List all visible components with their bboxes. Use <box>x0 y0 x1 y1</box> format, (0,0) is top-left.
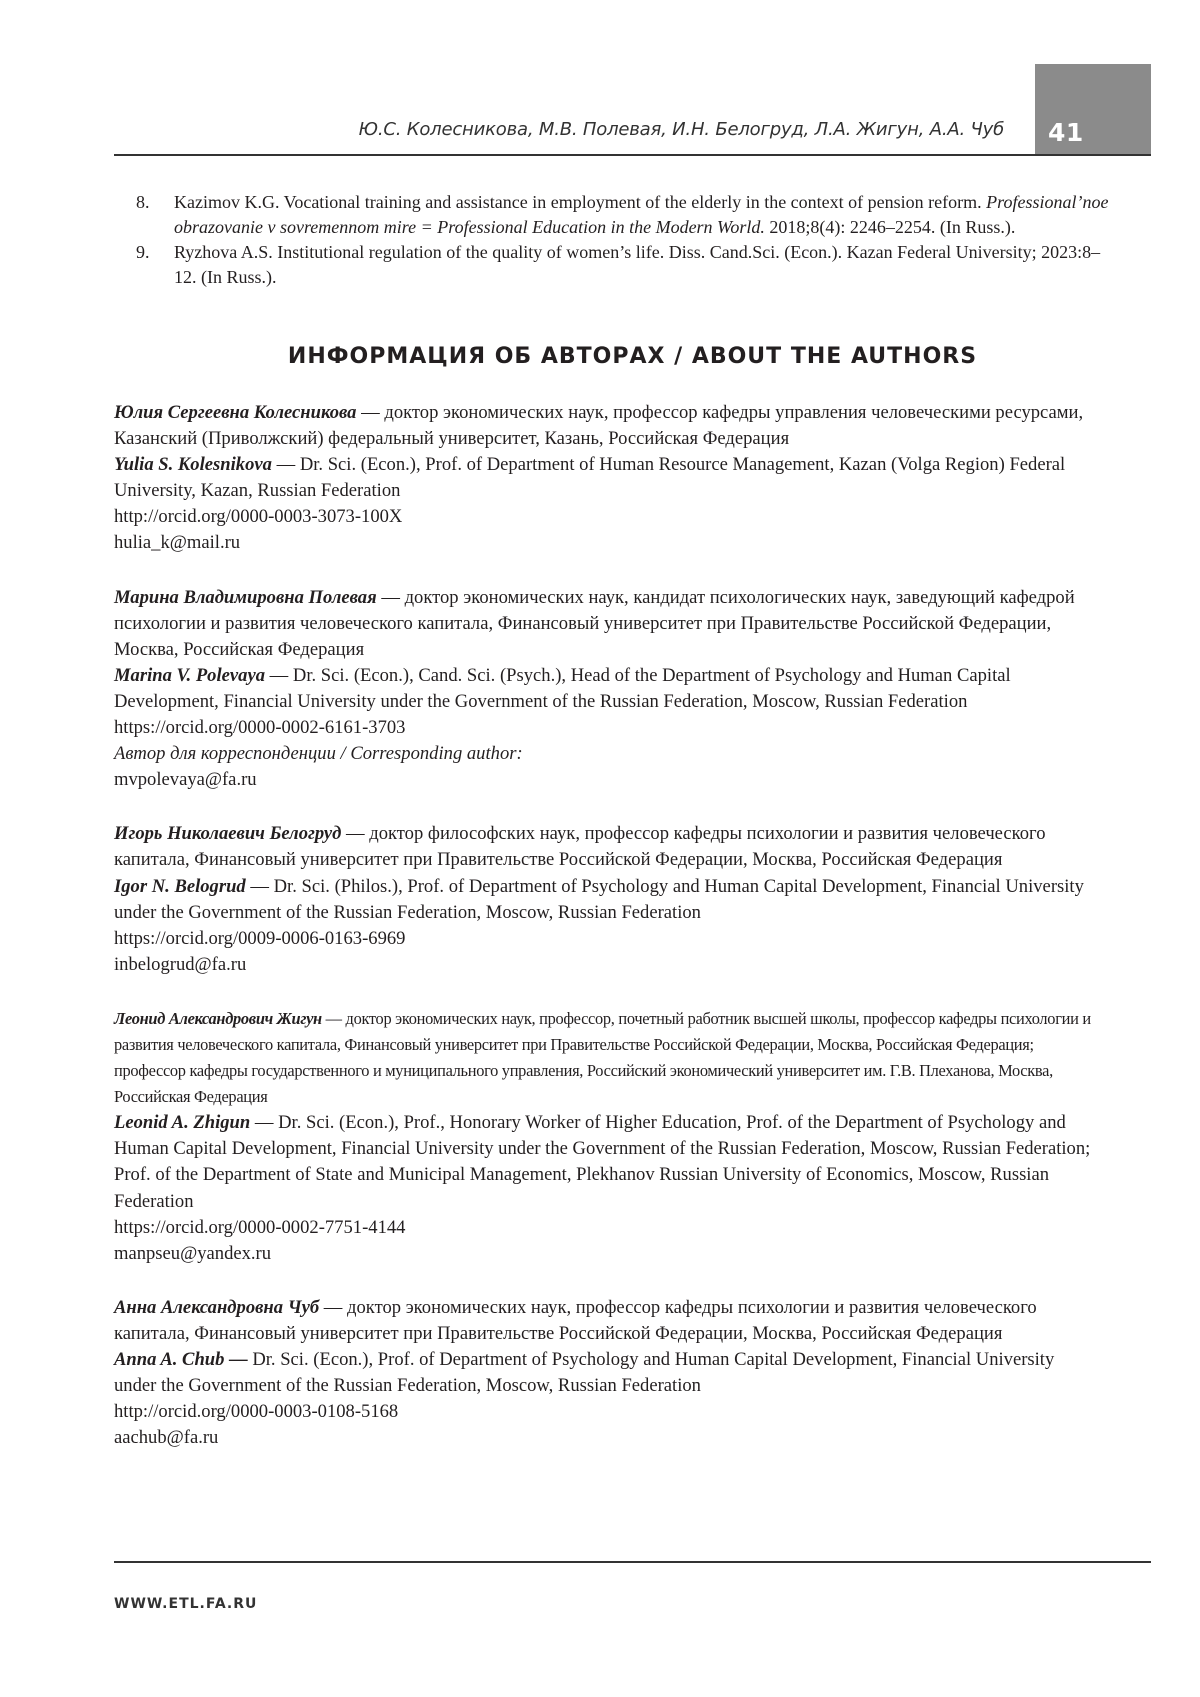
author-desc-en: Dr. Sci. (Econ.), Prof. of Department of Psychology and Human Capital Development, Financial University under the Government of the Russian Federation, Moscow, Russian Federation <box>114 1349 1055 1397</box>
author-orcid[interactable]: https://orcid.org/0000-0002-7751-4144 <box>114 1216 406 1238</box>
author-name-ru: Леонид Александрович Жигун <box>114 1008 322 1028</box>
section-title: ИНФОРМАЦИЯ ОБ АВТОРАХ / ABOUT THE AUTHORS <box>287 344 978 369</box>
author-email[interactable]: mvpolevaya@fa.ru <box>114 769 257 791</box>
author-email[interactable]: aachub@fa.ru <box>114 1427 219 1449</box>
author-block <box>114 821 1099 978</box>
author-name-ru: Юлия Сергеевна Колесникова <box>114 402 357 423</box>
corresponding-author-label: Автор для корреспонденции / Corresponding author: <box>114 743 523 765</box>
reference-details: 2018;8(4): 2246–2254. (In Russ.). <box>764 217 1016 237</box>
author-block <box>114 1295 1099 1452</box>
author-en <box>114 1110 1099 1214</box>
reference-number: 8. <box>136 192 150 212</box>
author-ru <box>114 1295 1099 1347</box>
author-ru <box>114 585 1099 663</box>
author-name-en: Yulia S. Kolesnikova <box>114 454 272 476</box>
reference-number: 9. <box>136 242 150 262</box>
author-email[interactable]: inbelogrud@fa.ru <box>114 953 247 975</box>
footer-rule <box>114 1561 1151 1563</box>
author-desc-en: — Dr. Sci. (Econ.), Cand. Sci. (Psych.), Head of the Department of Psychology and Human Capital Development, Financial University under the Government of the Russian Federation, Moscow, Russian Federation https://orcid.org/0000-0002-6161-3703 <box>114 664 1011 739</box>
author-desc-ru: — доктор экономических наук, кандидат психологических наук, заведующий кафедрой психологии и развития человеческого капитала, Финансовый университет при Правительстве Российской Федерации, Москва, Российская Федерация <box>114 586 1075 660</box>
author-ru <box>114 821 1099 873</box>
reference-item <box>114 190 1114 240</box>
running-head: Ю.С. Колесникова, М.В. Полевая, И.Н. Белогруд, Л.А. Жигун, А.А. Чуб <box>358 119 1004 140</box>
author-name-ru: Анна Александровна Чуб <box>114 1296 320 1318</box>
authors-section <box>114 400 1099 1479</box>
author-email[interactable]: hulia_k@mail.ru <box>114 532 241 554</box>
author-desc-ru: — доктор экономических наук, профессор кафедры управления человеческими ресурсами, Казанский (Приволжский) федеральный университет, Казань, Российская Федерация <box>114 402 1084 450</box>
author-name-en: Anna A. Chub — <box>114 1349 248 1370</box>
author-name-en: Igor N. Belogrud <box>114 875 246 897</box>
author-name-en: Leonid A. Zhigun <box>114 1112 251 1134</box>
author-name-ru: Игорь Николаевич Белогруд <box>114 823 342 845</box>
author-desc-en: — Dr. Sci. (Econ.), Prof. of Department of Human Resource Management, Kazan (Volga Region) Federal University, Kazan, Russian Federation <box>114 454 1066 502</box>
author-ru <box>114 1006 1099 1110</box>
author-name-ru: Марина Владимировна Полевая <box>114 586 377 608</box>
reference-journal: Professional’noe obrazovanie v sovremennom mire = Professional Education in the Modern World. <box>174 192 1109 237</box>
reference-list <box>114 190 1114 290</box>
author-orcid[interactable]: http://orcid.org/0000-0003-0108-5168 <box>114 1401 399 1423</box>
author-en <box>114 663 1099 741</box>
author-desc-ru: — доктор экономических наук, профессор, почетный работник высшей школы, профессор кафедры психологии и развития человеческого капитала, Финансовый университет при Правительстве Российской Федерации, Москва, Российская Федерация; профессор кафедры государственного и муниципального управления, Российский экономический университет им. Г.В. Плеханова, Москва, Российская Федерация <box>114 1008 1091 1107</box>
reference-text: Ryzhova A.S. Institutional regulation of the quality of women’s life. Diss. Cand.Sci. (Econ.). Kazan Federal University; 2023:8–12. (In Russ.). <box>174 242 1101 287</box>
author-email[interactable]: manpseu@yandex.ru <box>114 1242 272 1264</box>
author-orcid[interactable]: http://orcid.org/0000-0003-3073-100X <box>114 506 403 528</box>
author-desc-en: — Dr. Sci. (Philos.), Prof. of Department of Psychology and Human Capital Development, Financial University under the Government of the Russian Federation, Moscow, Russian Federation <box>114 875 1084 923</box>
author-desc-en: — Dr. Sci. (Econ.), Prof., Honorary Worker of Higher Education, Prof. of the Department of Psychology and Human Capital Development, Financial University under the Government of the Russian Federation, Moscow, Russian Federation; Prof. of the Department of State and Municipal Management, Plekhanov Russian University of Economics, Moscow, Russian Federation <box>114 1112 1091 1212</box>
author-en <box>114 1347 1099 1399</box>
author-block <box>114 1006 1099 1267</box>
author-block <box>114 585 1099 794</box>
author-name-en: Marina V. Polevaya <box>114 664 265 686</box>
header-rule <box>114 154 1151 156</box>
author-en <box>114 452 1099 504</box>
page-number: 41 <box>1048 118 1084 147</box>
author-block <box>114 400 1099 557</box>
author-ru <box>114 400 1099 452</box>
footer-url[interactable]: WWW.ETL.FA.RU <box>114 1596 258 1612</box>
author-desc-ru: — доктор философских наук, профессор кафедры психологии и развития человеческого капитала, Финансовый университет при Правительстве Российской Федерации, Москва, Российская Федерация <box>114 823 1046 871</box>
reference-item <box>114 240 1114 290</box>
author-desc-ru: — доктор экономических наук, профессор кафедры психологии и развития человеческого капитала, Финансовый университет при Правительстве Российской Федерации, Москва, Российская Федерация <box>114 1296 1037 1344</box>
reference-text: Kazimov K.G. Vocational training and assistance in employment of the elderly in the context of pension reform. <box>174 192 987 212</box>
author-en <box>114 874 1099 926</box>
author-orcid[interactable]: https://orcid.org/0009-0006-0163-6969 <box>114 927 406 949</box>
